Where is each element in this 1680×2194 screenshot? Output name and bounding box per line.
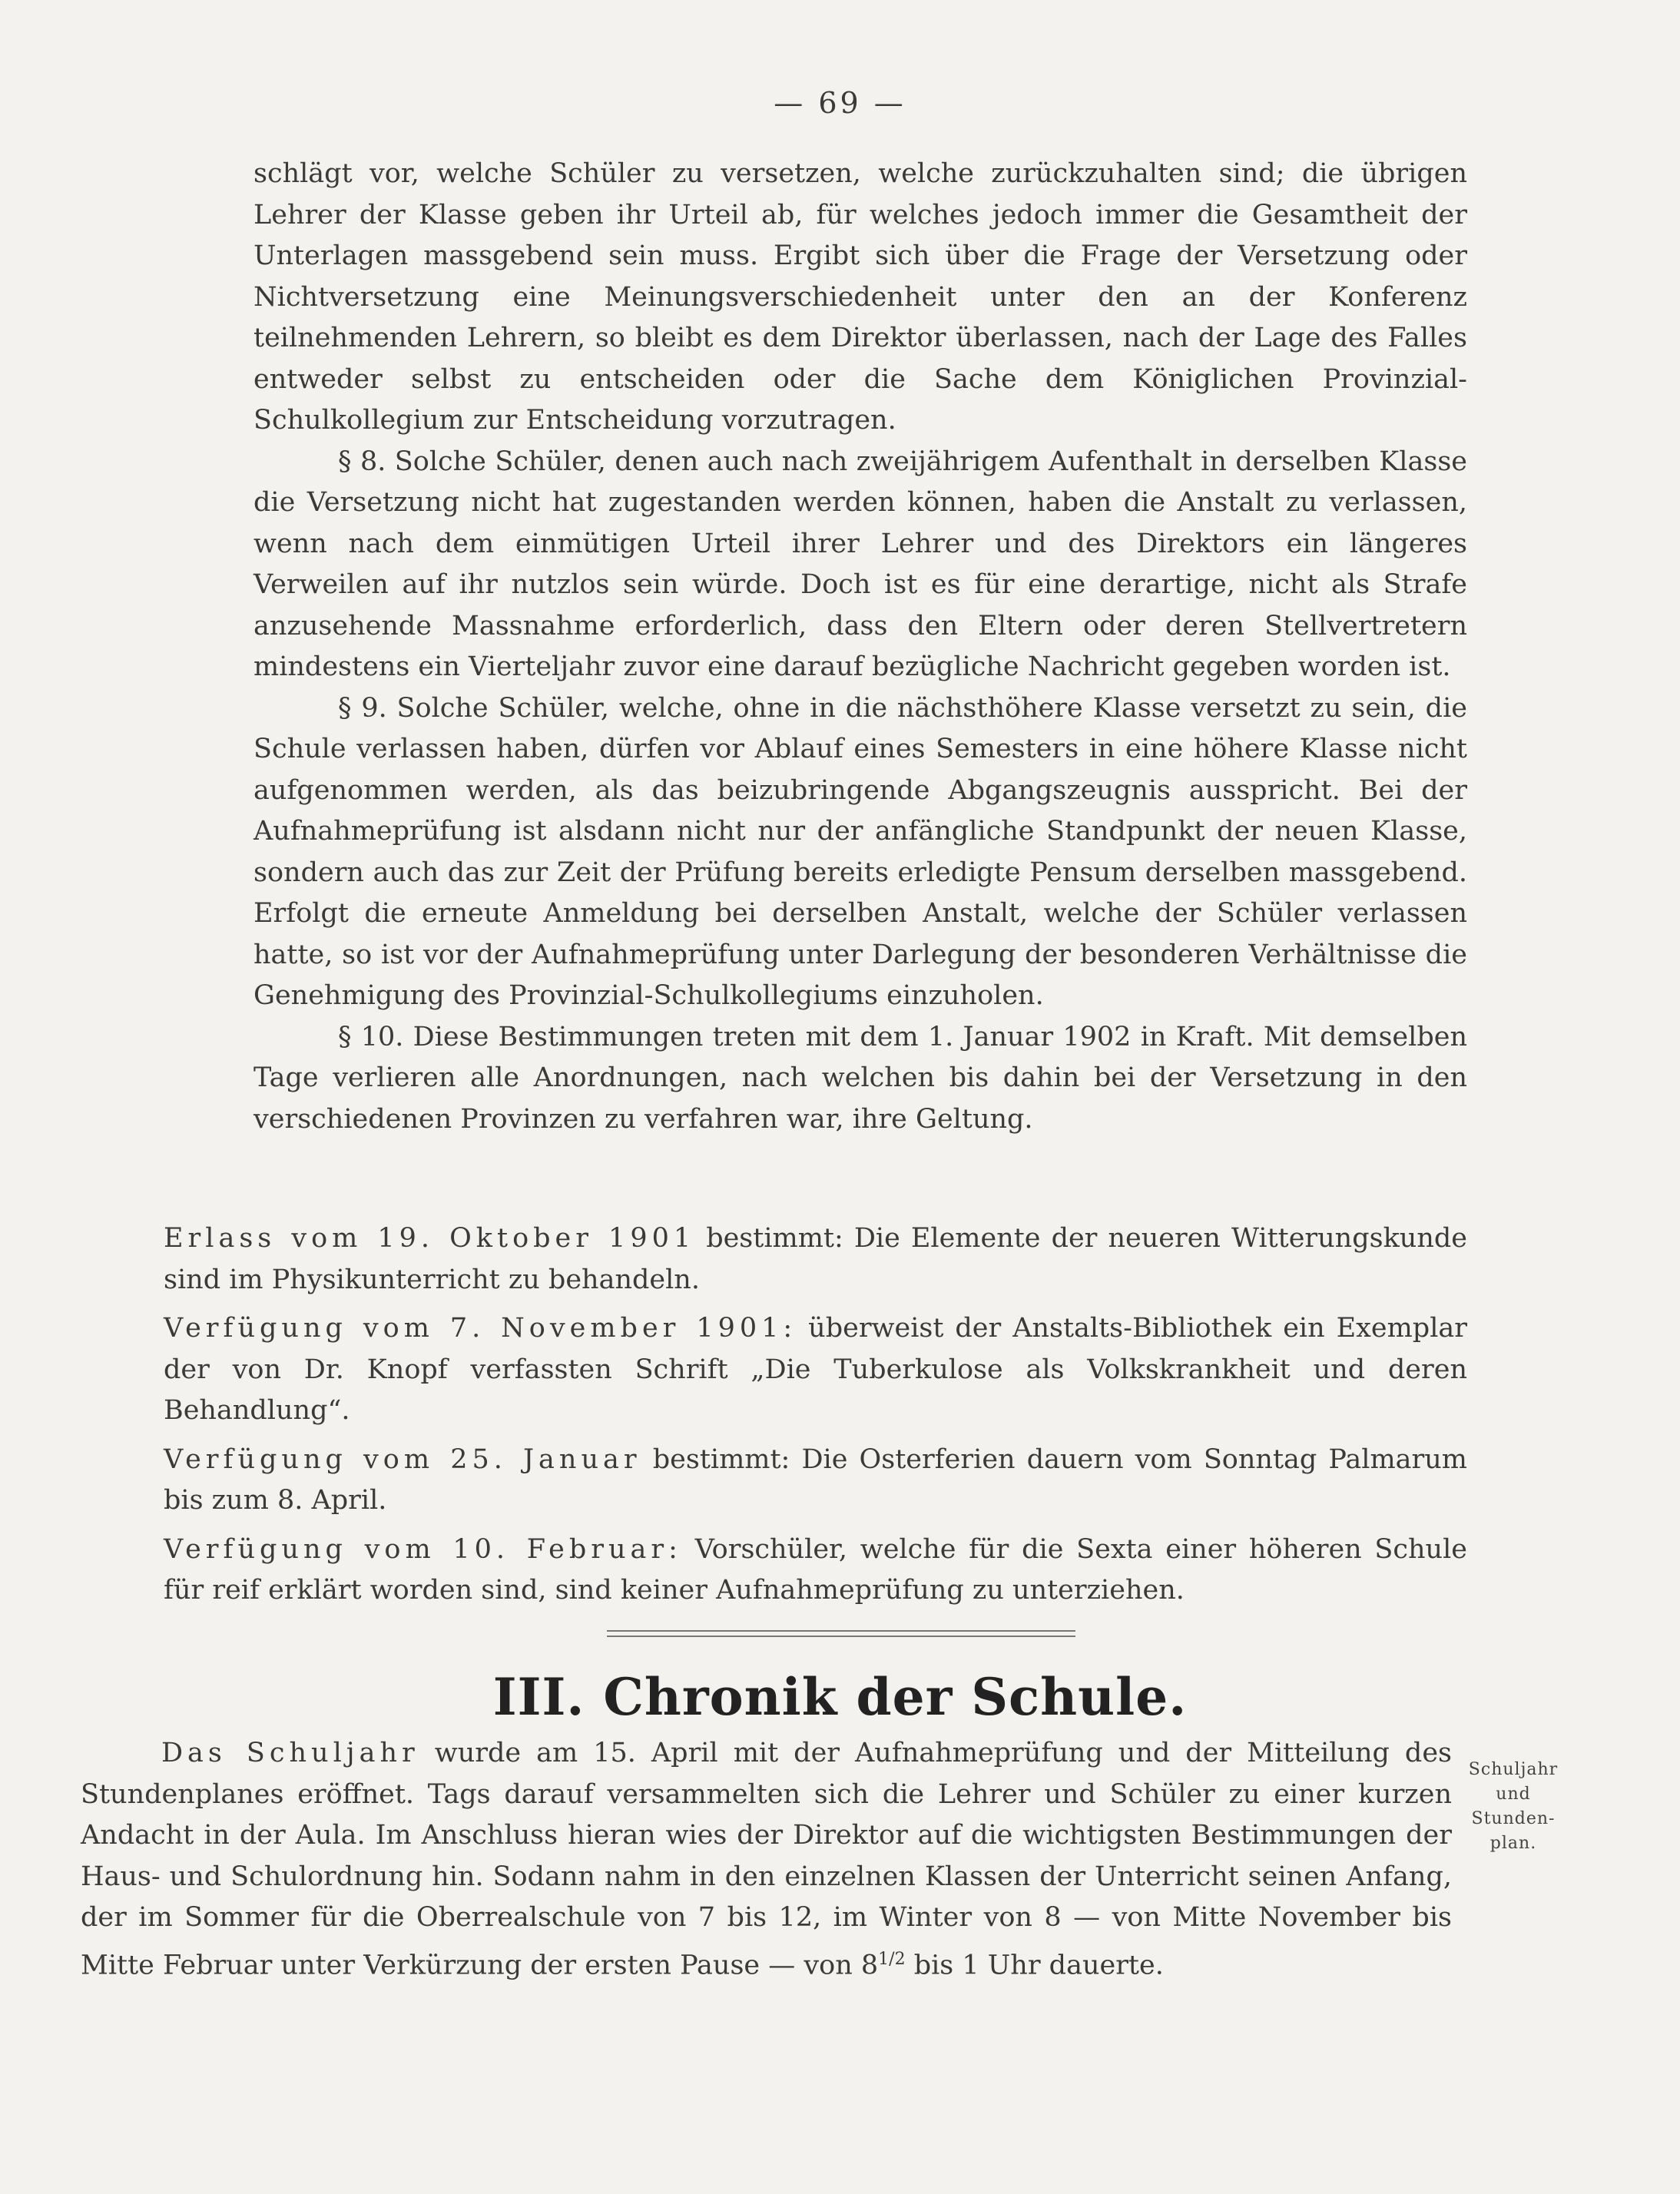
decree-text: Vorschüler, welche für die Sexta einer höheren Schule für reif erklärt worden sind, sind keiner Aufnahmeprüfung zu unterziehen. [164, 1533, 1467, 1606]
decree-item [164, 1308, 1467, 1432]
margin-note-line: plan. [1489, 1834, 1537, 1853]
margin-note-line: und [1496, 1785, 1531, 1804]
decree-lead: Verfügung vom 10. Februar: [164, 1533, 682, 1565]
decree-item [164, 1218, 1467, 1301]
decree-text: überweist der Anstalts-Bibliothek ein Exemplar der von Dr. Knopf verfassten Schrift „Die Tuberkulose als Volkskrankheit und deren Behandlung“. [164, 1313, 1467, 1426]
decree-text: bestimmt: Die Osterferien dauern vom Sonntag Palmarum bis zum 8. April. [164, 1443, 1467, 1516]
margin-note [1456, 1758, 1571, 1856]
decree-lead: Erlass vom 19. Oktober 1901 [164, 1223, 696, 1254]
chronicle-body-b: bis 1 Uhr dauerte. [905, 1950, 1164, 1981]
decree-text: bestimmt: Die Elemente der neueren Witterungskunde sind im Physikunterricht zu behandeln. [164, 1223, 1467, 1295]
section-divider [607, 1630, 1075, 1637]
regulation-paragraph: schlägt vor, welche Schüler zu versetzen, welche zurückzuhalten sind; die übrigen Lehrer der Klasse geben ihr Urteil ab, für welches jedoch immer die Gesamtheit der Unterlagen massgebend sein muss. Ergibt sich über die Frage der Versetzung oder Nichtversetzung eine Meinungsverschiedenheit unter den an der Konferenz teilnehmenden Lehrern, so bleibt es dem Direktor überlassen, nach der Lage des Falles entweder selbst zu entscheiden oder die Sache dem Königlichen Provinzial-Schulkollegium zur Entscheidung vorzutragen. [253, 158, 1467, 436]
decree-lead: Verfügung vom 25. Januar [164, 1443, 641, 1475]
decree-item [164, 1440, 1467, 1522]
chronicle-text [81, 1733, 1452, 1987]
chronicle-body-a: wurde am 15. April mit der Aufnahmeprüfung und der Mitteilung des Stundenplanes eröffnet. Tags darauf versammelten sich die Lehrer und Schüler zu einer kurzen Andacht in der Aula. Im Anschluss hieran wies der Direktor auf die wichtigsten Bestimmungen der Haus- und Schulordnung hin. Sodann nahm in den einzelnen Klassen der Unterricht seinen Anfang, der im Sommer für die Oberrealschule von 7 bis 12, im Winter von 8 — von Mitte November bis Mitte Februar unter Verkürzung der ersten Pause — von 8 [81, 1738, 1452, 1981]
margin-note-line: Schuljahr [1468, 1760, 1559, 1779]
chronicle-lead: Das Schuljahr [161, 1738, 419, 1768]
chronicle-paragraph [81, 1733, 1452, 1987]
decree-lead: Verfügung vom 7. November 1901: [164, 1313, 797, 1344]
double-rule [607, 1630, 1075, 1637]
regulation-section-9: § 9. Solche Schüler, welche, ohne in die nächsthöhere Klasse versetzt zu sein, die Schule verlassen haben, dürfen vor Ablauf eines Semesters in eine höhere Klasse nicht aufgenommen werden, als das beizubringende Abgangszeugnis ausspricht. Bei der Aufnahmeprüfung ist alsdann nicht nur der anfängliche Standpunkt der neuen Klasse, sondern auch das zur Zeit der Prüfung bereits erledigte Pensum derselben massgebend. Erfolgt die erneute Anmeldung bei derselben Anstalt, welche der Schüler verlassen hatte, so ist vor der Aufnahmeprüfung unter Darlegung der besonderen Verhältnisse die Genehmigung des Provinzial-Schulkollegiums einzuholen. [253, 692, 1467, 1011]
regulation-section-8: § 8. Solche Schüler, denen auch nach zweijährigem Aufenthalt in derselben Klasse die Versetzung nicht hat zugestanden werden können, haben die Anstalt zu verlassen, wenn nach dem einmütigen Urteil ihrer Lehrer und des Direktors ein längeres Verweilen auf ihr nutzlos sein würde. Doch ist es für eine derartige, nicht als Strafe anzusehende Massnahme erforderlich, dass den Eltern oder deren Stellvertretern mindestens ein Vierteljahr zuvor eine darauf bezügliche Nachricht gegeben worden ist. [253, 446, 1467, 682]
regulations-text [253, 154, 1467, 1140]
regulation-section-10: § 10. Diese Bestimmungen treten mit dem 1. Januar 1902 in Kraft. Mit demselben Tage verlieren alle Anordnungen, nach welchen bis dahin bei der Versetzung in den verschiedenen Provinzen zu verfahren war, ihre Geltung. [253, 1021, 1467, 1135]
margin-note-line: Stunden- [1471, 1809, 1556, 1828]
page-number: — 69 — [774, 86, 906, 120]
chapter-heading: III. Chronik der Schule. [492, 1667, 1188, 1727]
fraction-half: 1/2 [878, 1949, 906, 1969]
decrees-list [164, 1218, 1467, 1612]
decree-item [164, 1530, 1467, 1612]
